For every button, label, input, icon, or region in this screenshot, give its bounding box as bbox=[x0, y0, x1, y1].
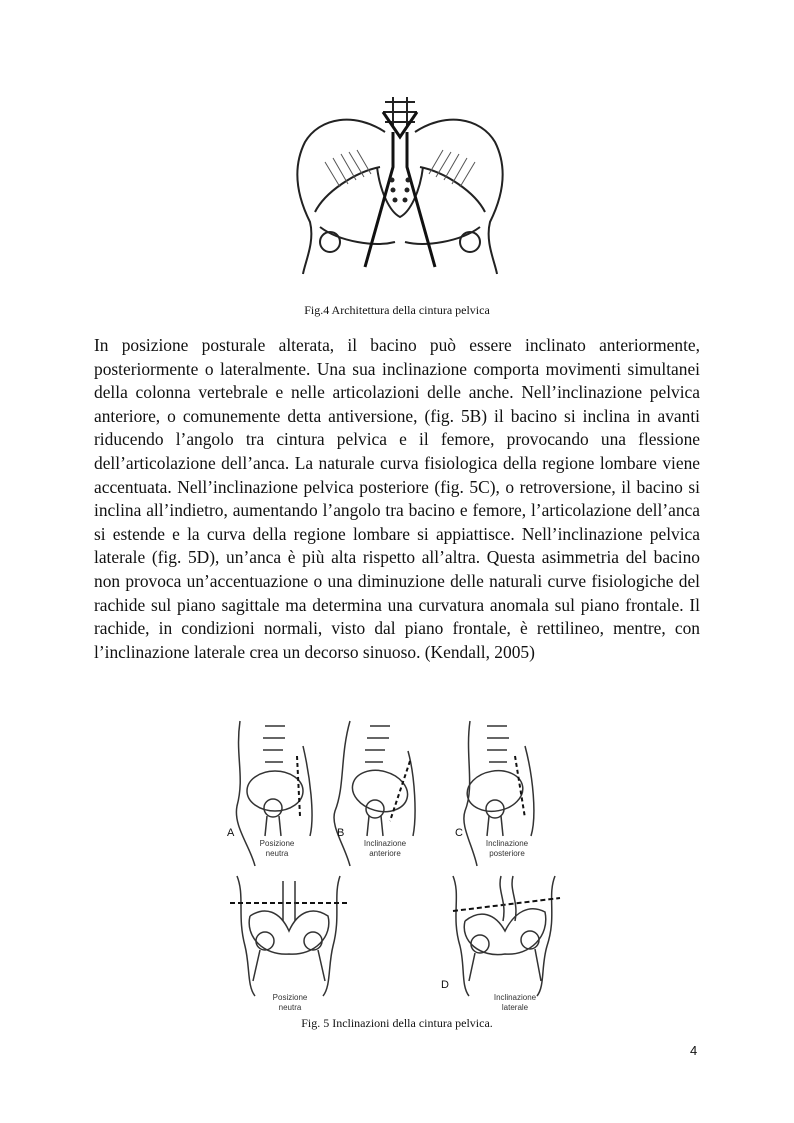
panel-c-label1: Inclinazione bbox=[485, 839, 529, 848]
panel-a-label1: Posizione bbox=[259, 839, 295, 848]
panel-c-label2: posteriore bbox=[489, 849, 525, 858]
panel-d-label1: Inclinazione bbox=[493, 993, 537, 1002]
panel-c-letter: C bbox=[455, 827, 463, 839]
pelvic-girdle-figure bbox=[285, 92, 515, 277]
panel-frontal-neutral-label2: neutra bbox=[278, 1003, 302, 1012]
figure-4-caption: Fig.4 Architettura della cintura pelvica bbox=[304, 303, 490, 317]
panel-frontal-neutral-label1: Posizione bbox=[272, 993, 308, 1002]
figure-5-caption: Fig. 5 Inclinazioni della cintura pelvica. bbox=[301, 1016, 493, 1030]
page-number: 4 bbox=[690, 1043, 698, 1058]
panel-d-label2: laterale bbox=[501, 1003, 529, 1012]
pelvic-tilt-figure bbox=[225, 716, 570, 1016]
panel-b-label1: Inclinazione bbox=[363, 839, 407, 848]
panel-b-letter: B bbox=[337, 827, 345, 839]
panel-d-letter: D bbox=[441, 979, 449, 991]
panel-frontal-neutral bbox=[230, 876, 350, 996]
panel-d-lateral bbox=[453, 876, 560, 996]
panel-a-letter: A bbox=[227, 827, 235, 839]
panel-a-label2: neutra bbox=[265, 849, 289, 858]
panel-b-label2: anteriore bbox=[369, 849, 401, 858]
main-paragraph: In posizione posturale alterata, il bacino può essere inclinato anteriormente, posteriormente o lateralmente. Una sua inclinazione comporta movimenti simultanei della colonna vertebrale e nelle articolazioni delle anche. Nell’inclinazione pelvica anteriore, o comunemente detta antiversione, (fig. 5B) il bacino si inclina in avanti riducendo l’angolo tra cintura pelvica e il femore, provocando una flessione dell’articolazione dell’anca. La naturale curva fisiologica della regione lombare viene accentuata. Nell’inclinazione pelvica posteriore (fig. 5C), o retroversione, il bacino si inclina all’indietro, aumentando l’angolo tra bacino e femore, l’articolazione dell’anca si estende e la curva della regione lombare si appiattisce. Nell’inclinazione pelvica laterale (fig. 5D), un’anca è più alta rispetto all’altra. Questa asimmetria del bacino non provoca un’accentuazione o una diminuzione delle naturali curve fisiologiche del rachide sul piano sagittale ma determina una curvatura anomala sul piano frontale. Il rachide, in condizioni normali, visto dal piano frontale, è rettilineo, mentre, con l’inclinazione laterale crea un decorso sinuoso. (Kendall, 2005) bbox=[94, 335, 700, 662]
